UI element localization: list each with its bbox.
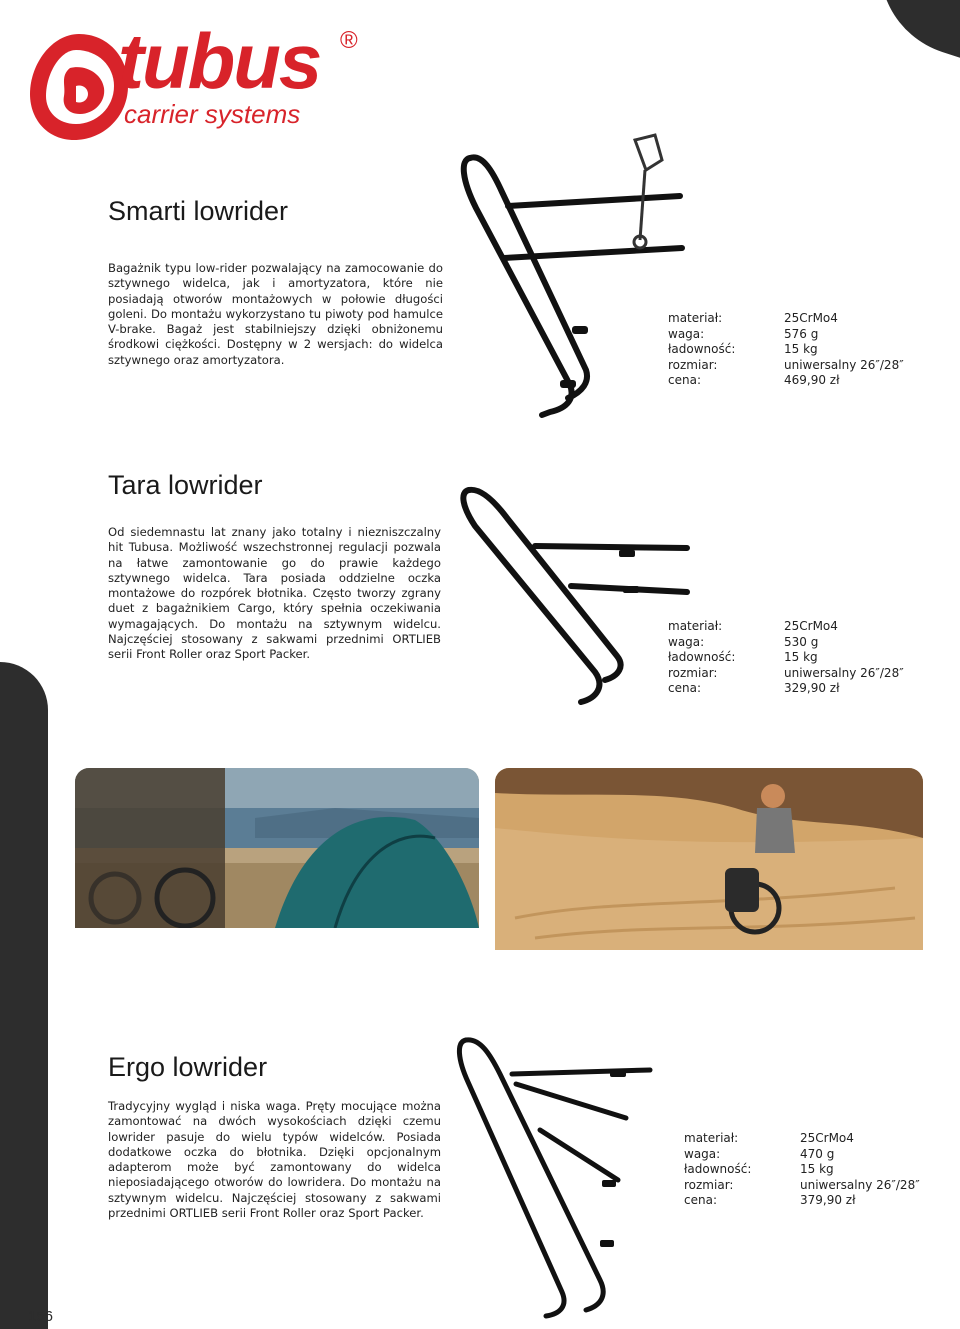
product-title-tara: Tara lowrider (108, 470, 263, 500)
spec-value: 25CrMo4 (800, 1131, 854, 1145)
spec-row (684, 1193, 920, 1209)
spec-row (668, 619, 904, 635)
spec-table-smarti (668, 311, 904, 389)
spec-label: cena: (668, 373, 701, 388)
page-number: 156 (28, 1308, 54, 1325)
spec-value: 15 kg (784, 342, 818, 357)
spec-row (668, 311, 904, 327)
spec-value: 470 g (800, 1146, 835, 1161)
photo-camping-tent (75, 768, 479, 928)
photo-desert-cyclist (495, 768, 923, 950)
spec-label: materiał: (668, 619, 723, 633)
spec-label: cena: (668, 681, 701, 696)
ergo-rack-image (450, 1030, 670, 1320)
registered-mark: ® (340, 27, 358, 54)
spec-value: 576 g (784, 326, 819, 341)
spec-value: 469,90 zł (784, 373, 840, 388)
corner-decoration-bottom (0, 662, 48, 1329)
spec-row (668, 666, 904, 682)
spec-value: 25CrMo4 (784, 619, 838, 633)
spec-value: 329,90 zł (784, 681, 840, 696)
spec-value: 15 kg (784, 650, 818, 665)
spec-label: rozmiar: (668, 665, 718, 680)
spec-label: waga: (668, 326, 705, 341)
spec-row (668, 327, 904, 343)
brand-name: tubus (118, 17, 321, 105)
spec-row (668, 650, 904, 666)
spec-value: uniwersalny 26″/28″ (800, 1177, 920, 1192)
corner-decoration-top (857, 0, 960, 70)
spec-label: ładowność: (684, 1162, 752, 1177)
spec-label: waga: (668, 634, 705, 649)
product-description-tara: Od siedemnastu lat znany jako totalny i niezniszczalny hit Tubusa. Możliwość wszechstronnej regulacji pozwala na łatwe zamontowanie go do prawie każdego sztywnego widelca. Tara posiada oddzielne oczka montażowe do rozpórek błotnika. Często tworzy zgrany duet z bagażnikiem Cargo, który spełnia oczekiwania wymagających. Do montażu na sztywnym widelcu. Najczęściej stosowany z sakwami przednimi ORTLIEB serii Front Roller oraz Sport Packer. (108, 525, 441, 662)
spec-value: 379,90 zł (800, 1193, 856, 1208)
spec-value: 15 kg (800, 1162, 834, 1177)
spec-row (668, 358, 904, 374)
product-description-ergo: Tradycyjny wygląd i niska waga. Pręty mocujące można zamontować na dwóch wysokościach dzięki czemu lowrider pasuje do wielu typów widelców. Posiada dodatkowe oczka do błotnika. Dzięki opcjonalnym adapterom może być zamontowany do widelca nieposiadającego otworów do lowridera. Do montażu na sztywnym widelcu. Najczęściej stosowany z sakwami przednimi ORTLIEB serii Front Roller oraz Sport Packer. (108, 1099, 441, 1221)
spec-value: 530 g (784, 634, 819, 649)
spec-label: cena: (684, 1193, 717, 1208)
spec-label: materiał: (668, 311, 723, 325)
spec-row (684, 1162, 920, 1178)
product-title-smarti: Smarti lowrider (108, 196, 289, 226)
tara-rack-image (455, 480, 695, 715)
spec-row (684, 1147, 920, 1163)
spec-value: uniwersalny 26″/28″ (784, 357, 904, 372)
spec-label: ładowność: (668, 342, 736, 357)
smarti-rack-image (450, 130, 690, 435)
spec-table-tara (668, 619, 904, 697)
spec-row (684, 1131, 920, 1147)
product-title-ergo: Ergo lowrider (108, 1052, 268, 1082)
spec-label: ładowność: (668, 650, 736, 665)
spec-value: 25CrMo4 (784, 311, 838, 325)
spec-row (668, 342, 904, 358)
spec-row (684, 1178, 920, 1194)
spec-row (668, 681, 904, 697)
product-description-smarti: Bagażnik typu low-rider pozwalający na zamocowanie do sztywnego widelca, jak i amortyzatora, które nie posiadają otworów montażowych w połowie długości goleni. Do montażu wykorzystano tu piwoty pod hamulce V-brake. Bagaż jest stabilniejszy dzięki obniżonemu środkowi ciężkości. Dostępny w 2 wersjach: do widelca sztywnego oraz amortyzatora. (108, 261, 443, 367)
spec-label: rozmiar: (684, 1177, 734, 1192)
brand-tagline: carrier systems (124, 99, 301, 129)
spec-label: rozmiar: (668, 357, 718, 372)
spec-value: uniwersalny 26″/28″ (784, 665, 904, 680)
spec-row (668, 635, 904, 651)
spec-label: waga: (684, 1146, 721, 1161)
spec-label: materiał: (684, 1131, 739, 1145)
spec-row (668, 373, 904, 389)
spec-table-ergo (684, 1131, 920, 1209)
